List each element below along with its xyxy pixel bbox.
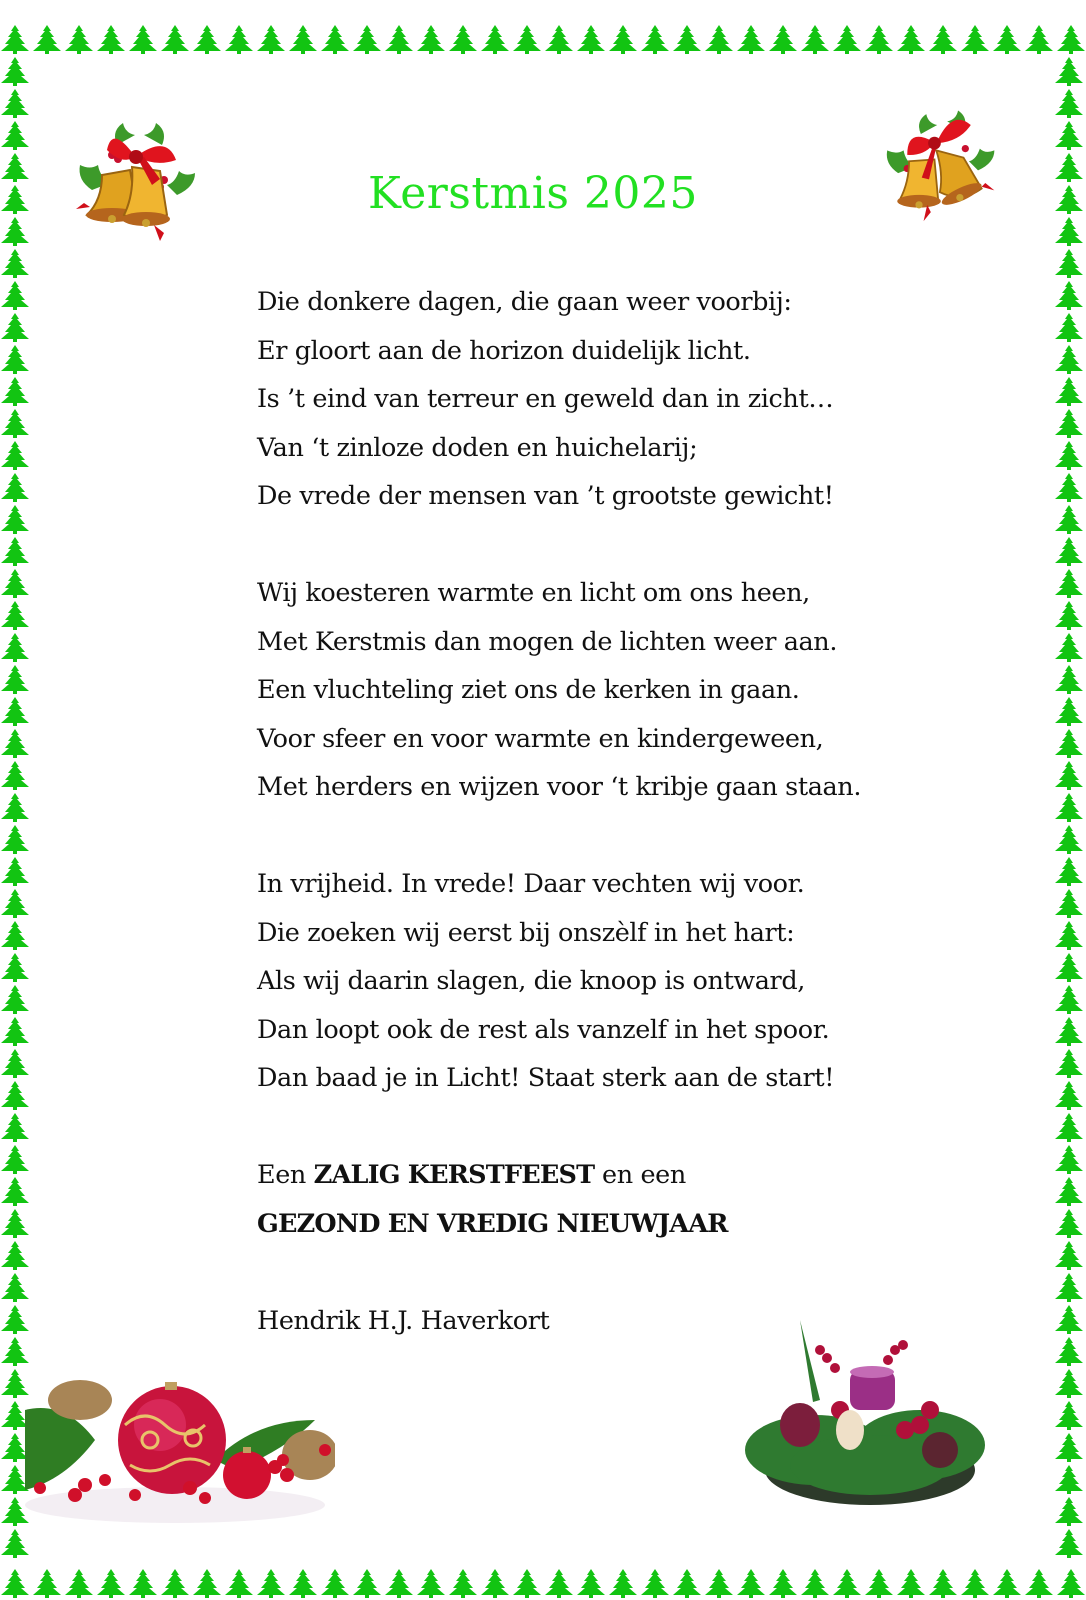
christmas-tree-icon <box>0 1080 30 1110</box>
greeting-caps: ZALIG KERSTFEEST <box>313 1160 595 1190</box>
christmas-tree-icon <box>576 24 606 54</box>
christmas-tree-icon <box>768 24 798 54</box>
christmas-tree-icon <box>1054 1272 1084 1302</box>
christmas-tree-icon <box>352 1568 382 1598</box>
christmas-tree-icon <box>384 1568 414 1598</box>
tree-border-bottom <box>0 1568 1086 1598</box>
poem-line: Die zoeken wij eerst bij onszèlf in het hart: <box>257 917 795 948</box>
christmas-tree-icon <box>1054 1048 1084 1078</box>
christmas-tree-icon <box>0 1240 30 1270</box>
christmas-tree-icon <box>1054 344 1084 374</box>
christmas-tree-icon <box>0 24 30 54</box>
christmas-tree-icon <box>224 1568 254 1598</box>
christmas-tree-icon <box>0 1568 30 1598</box>
christmas-tree-icon <box>0 792 30 822</box>
christmas-tree-icon <box>1056 1568 1086 1598</box>
poem-line: Een vluchteling ziet ons de kerken in gaan. <box>257 675 800 705</box>
christmas-tree-icon <box>0 824 30 854</box>
christmas-tree-icon <box>96 1568 126 1598</box>
christmas-tree-icon <box>544 24 574 54</box>
christmas-tree-icon <box>0 536 30 566</box>
christmas-tree-icon <box>1054 280 1084 310</box>
christmas-tree-icon <box>672 1568 702 1598</box>
christmas-tree-icon <box>0 1208 30 1238</box>
christmas-tree-icon <box>1054 920 1084 950</box>
christmas-tree-icon <box>0 1528 30 1558</box>
christmas-tree-icon <box>960 24 990 54</box>
poem-line: De vrede der mensen van ’t grootste gewicht! <box>257 481 834 511</box>
christmas-tree-icon <box>832 1568 862 1598</box>
christmas-tree-icon <box>320 1568 350 1598</box>
christmas-tree-icon <box>1024 1568 1054 1598</box>
christmas-tree-icon <box>1054 408 1084 438</box>
christmas-tree-icon <box>1054 312 1084 342</box>
christmas-tree-icon <box>832 24 862 54</box>
christmas-tree-icon <box>0 888 30 918</box>
greeting-suffix: en een <box>594 1160 686 1190</box>
christmas-tree-icon <box>0 184 30 214</box>
christmas-tree-icon <box>1056 24 1086 54</box>
christmas-tree-icon <box>0 568 30 598</box>
christmas-tree-icon <box>1054 504 1084 534</box>
christmas-tree-icon <box>1054 696 1084 726</box>
christmas-tree-icon <box>0 1112 30 1142</box>
christmas-tree-icon <box>256 24 286 54</box>
poem <box>257 278 861 1394</box>
tree-border-left <box>0 56 30 1558</box>
christmas-tree-icon <box>928 24 958 54</box>
poem-line: In vrijheid. In vrede! Daar vechten wij voor. <box>257 869 805 899</box>
christmas-tree-icon <box>0 312 30 342</box>
christmas-tree-icon <box>352 24 382 54</box>
christmas-tree-icon <box>1054 184 1084 214</box>
christmas-tree-icon <box>480 1568 510 1598</box>
christmas-tree-icon <box>0 1272 30 1302</box>
christmas-tree-icon <box>608 24 638 54</box>
christmas-tree-icon <box>0 472 30 502</box>
christmas-tree-icon <box>1054 536 1084 566</box>
christmas-tree-icon <box>896 1568 926 1598</box>
christmas-tree-icon <box>672 24 702 54</box>
christmas-tree-icon <box>768 1568 798 1598</box>
poem-line: Is ’t eind van terreur en geweld dan in zicht… <box>257 384 834 414</box>
christmas-tree-icon <box>1054 88 1084 118</box>
christmas-tree-icon <box>1054 760 1084 790</box>
christmas-tree-icon <box>0 152 30 182</box>
christmas-tree-icon <box>1054 728 1084 758</box>
poem-line: Die donkere dagen, die gaan weer voorbij: <box>257 287 792 317</box>
christmas-tree-icon <box>1054 984 1084 1014</box>
christmas-tree-icon <box>1054 1112 1084 1142</box>
christmas-tree-icon <box>224 24 254 54</box>
christmas-tree-icon <box>1054 1080 1084 1110</box>
poem-line: Er gloort aan de horizon duidelijk licht. <box>257 335 751 366</box>
christmas-tree-icon <box>256 1568 286 1598</box>
christmas-tree-icon <box>0 856 30 886</box>
christmas-tree-icon <box>800 24 830 54</box>
christmas-tree-icon <box>0 120 30 150</box>
christmas-tree-icon <box>0 440 30 470</box>
poem-line: Dan loopt ook de rest als vanzelf in het spoor. <box>257 1014 830 1045</box>
stanza-3 <box>257 860 861 1103</box>
christmas-tree-icon <box>736 24 766 54</box>
christmas-tree-icon <box>896 24 926 54</box>
tree-border-top <box>0 24 1086 54</box>
christmas-tree-icon <box>192 24 222 54</box>
christmas-tree-icon <box>0 1336 30 1366</box>
poem-line: Met Kerstmis dan mogen de lichten weer aan. <box>257 626 838 657</box>
christmas-tree-icon <box>0 920 30 950</box>
christmas-tree-icon <box>128 24 158 54</box>
christmas-tree-icon <box>1054 152 1084 182</box>
christmas-tree-icon <box>1054 632 1084 662</box>
christmas-tree-icon <box>512 24 542 54</box>
ornaments-icon <box>25 1370 335 1530</box>
greeting-prefix: Een <box>257 1160 314 1190</box>
christmas-tree-icon <box>0 408 30 438</box>
christmas-tree-icon <box>1054 1208 1084 1238</box>
christmas-tree-icon <box>992 1568 1022 1598</box>
christmas-tree-icon <box>864 24 894 54</box>
christmas-tree-icon <box>736 1568 766 1598</box>
christmas-tree-icon <box>1054 792 1084 822</box>
christmas-tree-icon <box>1054 1496 1084 1526</box>
christmas-tree-icon <box>1054 1400 1084 1430</box>
christmas-tree-icon <box>1054 56 1084 86</box>
christmas-tree-icon <box>96 24 126 54</box>
christmas-tree-icon <box>1054 248 1084 278</box>
christmas-tree-icon <box>608 1568 638 1598</box>
christmas-tree-icon <box>640 1568 670 1598</box>
poem-line: Dan baad je in Licht! Staat sterk aan de start! <box>257 1063 835 1093</box>
christmas-tree-icon <box>1054 1336 1084 1366</box>
signature: Hendrik H.J. Haverkort <box>257 1305 550 1336</box>
poem-line: Van ‘t zinloze doden en huichelarij; <box>257 432 698 463</box>
christmas-tree-icon <box>1054 1368 1084 1398</box>
poem-line: Als wij daarin slagen, die knoop is ontward, <box>257 966 805 996</box>
bells-icon <box>72 115 202 245</box>
christmas-tree-icon <box>128 1568 158 1598</box>
stanza-1 <box>257 278 861 521</box>
christmas-tree-icon <box>0 248 30 278</box>
christmas-tree-icon <box>0 760 30 790</box>
christmas-tree-icon <box>0 632 30 662</box>
christmas-tree-icon <box>1054 1176 1084 1206</box>
christmas-tree-icon <box>1054 600 1084 630</box>
christmas-tree-icon <box>1054 664 1084 694</box>
christmas-tree-icon <box>320 24 350 54</box>
christmas-tree-icon <box>1054 1528 1084 1558</box>
greeting-line-2: GEZOND EN VREDIG NIEUWJAAR <box>257 1208 728 1239</box>
christmas-tree-icon <box>928 1568 958 1598</box>
christmas-tree-icon <box>480 24 510 54</box>
christmas-tree-icon <box>0 56 30 86</box>
christmas-tree-icon <box>992 24 1022 54</box>
card-title: Kerstmis 2025 <box>368 168 698 219</box>
christmas-tree-icon <box>864 1568 894 1598</box>
christmas-tree-icon <box>384 24 414 54</box>
christmas-tree-icon <box>576 1568 606 1598</box>
christmas-tree-icon <box>1054 216 1084 246</box>
christmas-tree-icon <box>0 728 30 758</box>
christmas-tree-icon <box>640 24 670 54</box>
christmas-tree-icon <box>800 1568 830 1598</box>
christmas-tree-icon <box>1054 440 1084 470</box>
christmas-tree-icon <box>288 24 318 54</box>
christmas-tree-icon <box>0 952 30 982</box>
poem-line: Voor sfeer en voor warmte en kindergeween, <box>257 723 824 754</box>
christmas-tree-icon <box>1054 568 1084 598</box>
christmas-tree-icon <box>448 24 478 54</box>
christmas-tree-icon <box>0 376 30 406</box>
christmas-tree-icon <box>704 24 734 54</box>
christmas-tree-icon <box>0 88 30 118</box>
christmas-tree-icon <box>1054 888 1084 918</box>
christmas-tree-icon <box>160 1568 190 1598</box>
christmas-tree-icon <box>32 1568 62 1598</box>
christmas-tree-icon <box>0 504 30 534</box>
poem-line: Wij koesteren warmte en licht om ons heen, <box>257 578 810 608</box>
christmas-tree-icon <box>0 1048 30 1078</box>
christmas-tree-icon <box>0 1176 30 1206</box>
christmas-tree-icon <box>0 1016 30 1046</box>
christmas-tree-icon <box>1054 952 1084 982</box>
poem-line: Met herders en wijzen voor ‘t kribje gaan staan. <box>257 772 862 802</box>
christmas-tree-icon <box>448 1568 478 1598</box>
christmas-tree-icon <box>1054 1240 1084 1270</box>
christmas-tree-icon <box>1054 376 1084 406</box>
tree-border-right <box>1054 56 1084 1558</box>
greeting-line-1 <box>257 1151 861 1200</box>
christmas-tree-icon <box>0 1144 30 1174</box>
christmas-tree-icon <box>192 1568 222 1598</box>
christmas-tree-icon <box>160 24 190 54</box>
christmas-tree-icon <box>544 1568 574 1598</box>
christmas-tree-icon <box>0 1304 30 1334</box>
christmas-tree-icon <box>64 24 94 54</box>
christmas-tree-icon <box>0 280 30 310</box>
christmas-tree-icon <box>1054 1432 1084 1462</box>
stanza-2 <box>257 569 861 812</box>
christmas-tree-icon <box>0 984 30 1014</box>
christmas-tree-icon <box>1054 824 1084 854</box>
christmas-tree-icon <box>1054 1464 1084 1494</box>
greeting <box>257 1151 861 1248</box>
christmas-tree-icon <box>1054 856 1084 886</box>
christmas-tree-icon <box>960 1568 990 1598</box>
christmas-tree-icon <box>288 1568 318 1598</box>
christmas-tree-icon <box>1054 472 1084 502</box>
christmas-tree-icon <box>512 1568 542 1598</box>
centerpiece-icon <box>745 1310 995 1510</box>
christmas-tree-icon <box>1054 1016 1084 1046</box>
christmas-tree-icon <box>416 1568 446 1598</box>
christmas-tree-icon <box>704 1568 734 1598</box>
christmas-tree-icon <box>0 216 30 246</box>
christmas-tree-icon <box>0 344 30 374</box>
christmas-tree-icon <box>0 696 30 726</box>
christmas-tree-icon <box>0 664 30 694</box>
christmas-tree-icon <box>1054 1144 1084 1174</box>
christmas-tree-icon <box>416 24 446 54</box>
bells-icon <box>880 105 998 223</box>
christmas-tree-icon <box>64 1568 94 1598</box>
christmas-tree-icon <box>1054 120 1084 150</box>
christmas-tree-icon <box>0 600 30 630</box>
christmas-tree-icon <box>1024 24 1054 54</box>
christmas-tree-icon <box>1054 1304 1084 1334</box>
christmas-tree-icon <box>32 24 62 54</box>
